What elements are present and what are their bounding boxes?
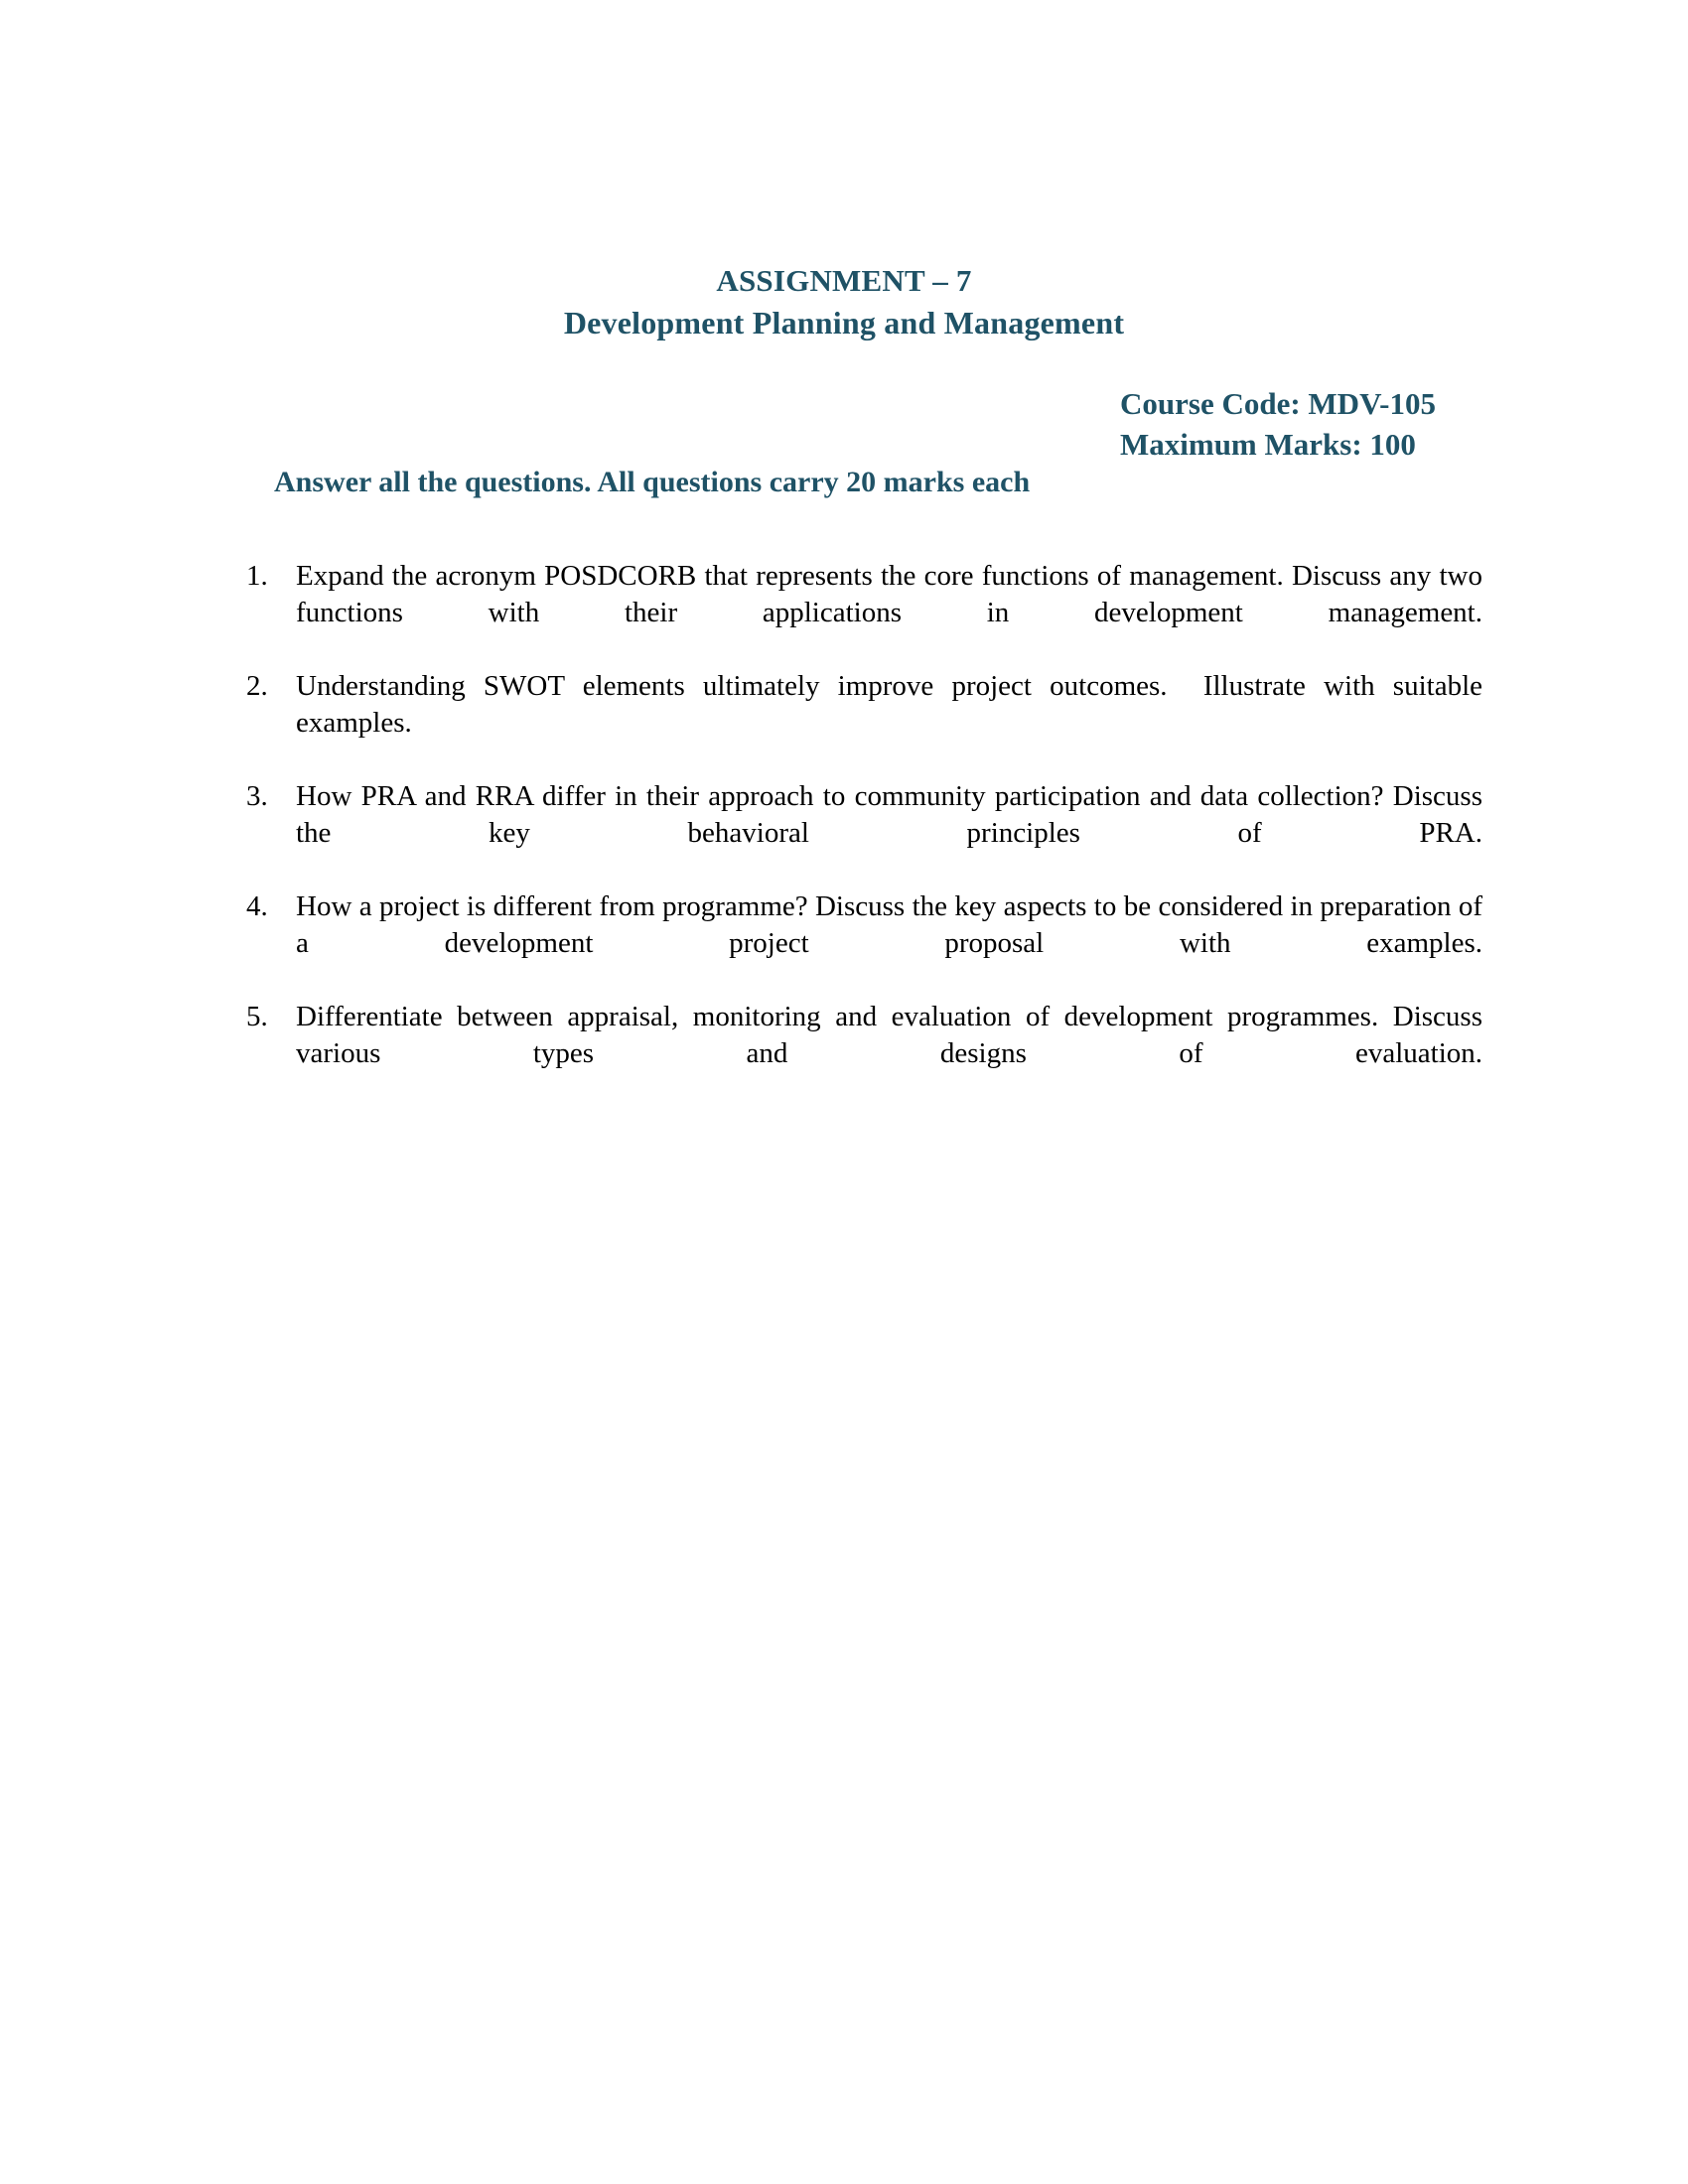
question-number: 5. xyxy=(246,1001,268,1032)
question-item xyxy=(246,668,1490,778)
question-number: 4. xyxy=(246,890,268,922)
question-number: 1. xyxy=(246,560,268,592)
course-meta-block xyxy=(1120,383,1436,465)
question-number: 2. xyxy=(246,670,268,702)
document-heading xyxy=(0,260,1688,343)
question-item xyxy=(246,558,1490,668)
maximum-marks-line: Maximum Marks: 100 xyxy=(1120,427,1416,462)
question-text: Differentiate between appraisal, monitoring and evaluation of development programmes. Discuss various types and designs of evaluation. xyxy=(296,1001,1490,1069)
question-text: How PRA and RRA differ in their approach to community participation and data collection? Discuss the key behavioral principles of PRA. xyxy=(296,780,1490,849)
question-item xyxy=(246,778,1490,888)
question-item xyxy=(246,888,1490,999)
question-text: How a project is different from programme? Discuss the key aspects to be considered in preparation of a development project proposal with examples. xyxy=(296,890,1490,959)
course-code-line: Course Code: MDV-105 xyxy=(1120,386,1436,421)
question-text: Understanding SWOT elements ultimately improve project outcomes. Illustrate with suitable examples. xyxy=(296,670,1490,739)
question-number: 3. xyxy=(246,780,268,812)
questions-list xyxy=(246,558,1490,1109)
course-subject-title: Development Planning and Management xyxy=(563,305,1125,341)
instruction-line: Answer all the questions. All questions carry 20 marks each xyxy=(274,466,1031,498)
assignment-title: ASSIGNMENT – 7 xyxy=(716,263,972,298)
question-item xyxy=(246,999,1490,1109)
question-text: Expand the acronym POSDCORB that represents the core functions of management. Discuss any two functions with their applications in development management. xyxy=(296,560,1490,628)
